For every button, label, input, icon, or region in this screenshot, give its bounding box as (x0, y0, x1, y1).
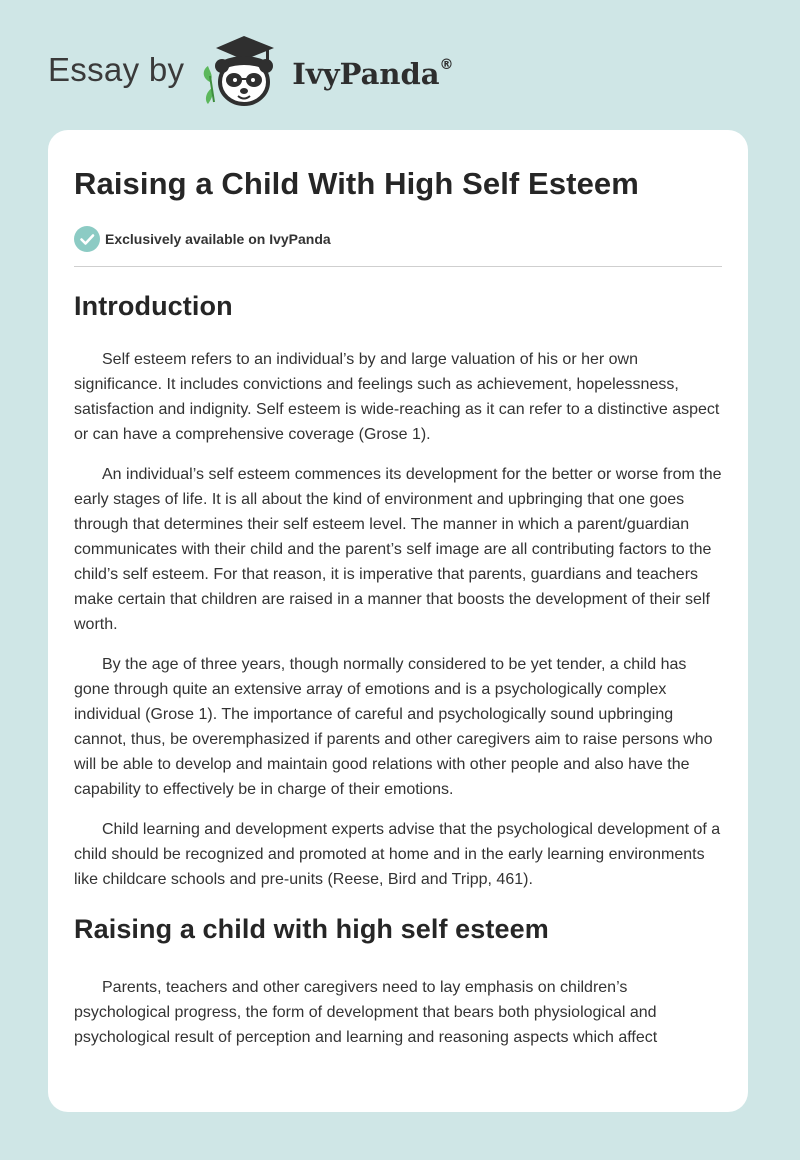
panda-graduation-cap-icon[interactable] (196, 30, 288, 110)
paragraph: By the age of three years, though normally considered to be yet tender, a child has gone through quite an extensive array of emotions and is a psychologically complex individual (Grose 1). The importance of careful and psychologically sound upbringing cannot, thus, be overemphasized if parents and other caregivers aim to raise persons who will be able to develop and maintain good relations with other people and also have the capability to effectively be in charge of their emotions. (74, 656, 713, 798)
check-circle-icon (74, 226, 100, 252)
brand-logo-text[interactable]: IvyPanda® (292, 57, 454, 91)
site-header (48, 30, 454, 110)
paragraph: Self esteem refers to an individual’s by and large valuation of his or her own significance. It includes convictions and feelings such as achievement, hopelessness, satisfaction and indignity. Self esteem is wide-reaching as it can refer to a distinctive aspect or can have a comprehensive coverage (Grose 1). (74, 351, 720, 443)
paragraph: Parents, teachers and other caregivers need to lay emphasis on children’s psychological progress, the form of development that bears both physiological and psychological result of perception and learning and reasoning aspects which affect (74, 979, 658, 1046)
section-heading: Introduction (74, 291, 233, 321)
section-introduction (74, 291, 722, 892)
essay-title: Raising a Child With High Self Esteem (74, 166, 639, 201)
exclusive-badge-label: Exclusively available on IvyPanda (105, 231, 331, 247)
section-heading: Raising a child with high self esteem (74, 914, 549, 944)
title-divider (74, 266, 722, 267)
essay-by-label: Essay by (48, 51, 185, 88)
paragraph: An individual’s self esteem commences its development for the better or worse from the early stages of life. It is all about the kind of environment and upbringing that one goes through that determines their self esteem level. The manner in which a parent/guardian communicates with their child and the parent’s self image are all contributing factors to the child’s self esteem. For that reason, it is imperative that parents, guardians and teachers make certain that children are raised in a manner that boosts the development of their self worth. (74, 466, 722, 633)
exclusive-badge (74, 226, 722, 252)
essay-card (48, 130, 748, 1112)
section-raising-child (74, 914, 722, 1050)
paragraph: Child learning and development experts advise that the psychological development of a child should be recognized and promoted at home and in the early learning environments like childcare schools and pre-units (Reese, Bird and Tripp, 461). (74, 821, 721, 888)
